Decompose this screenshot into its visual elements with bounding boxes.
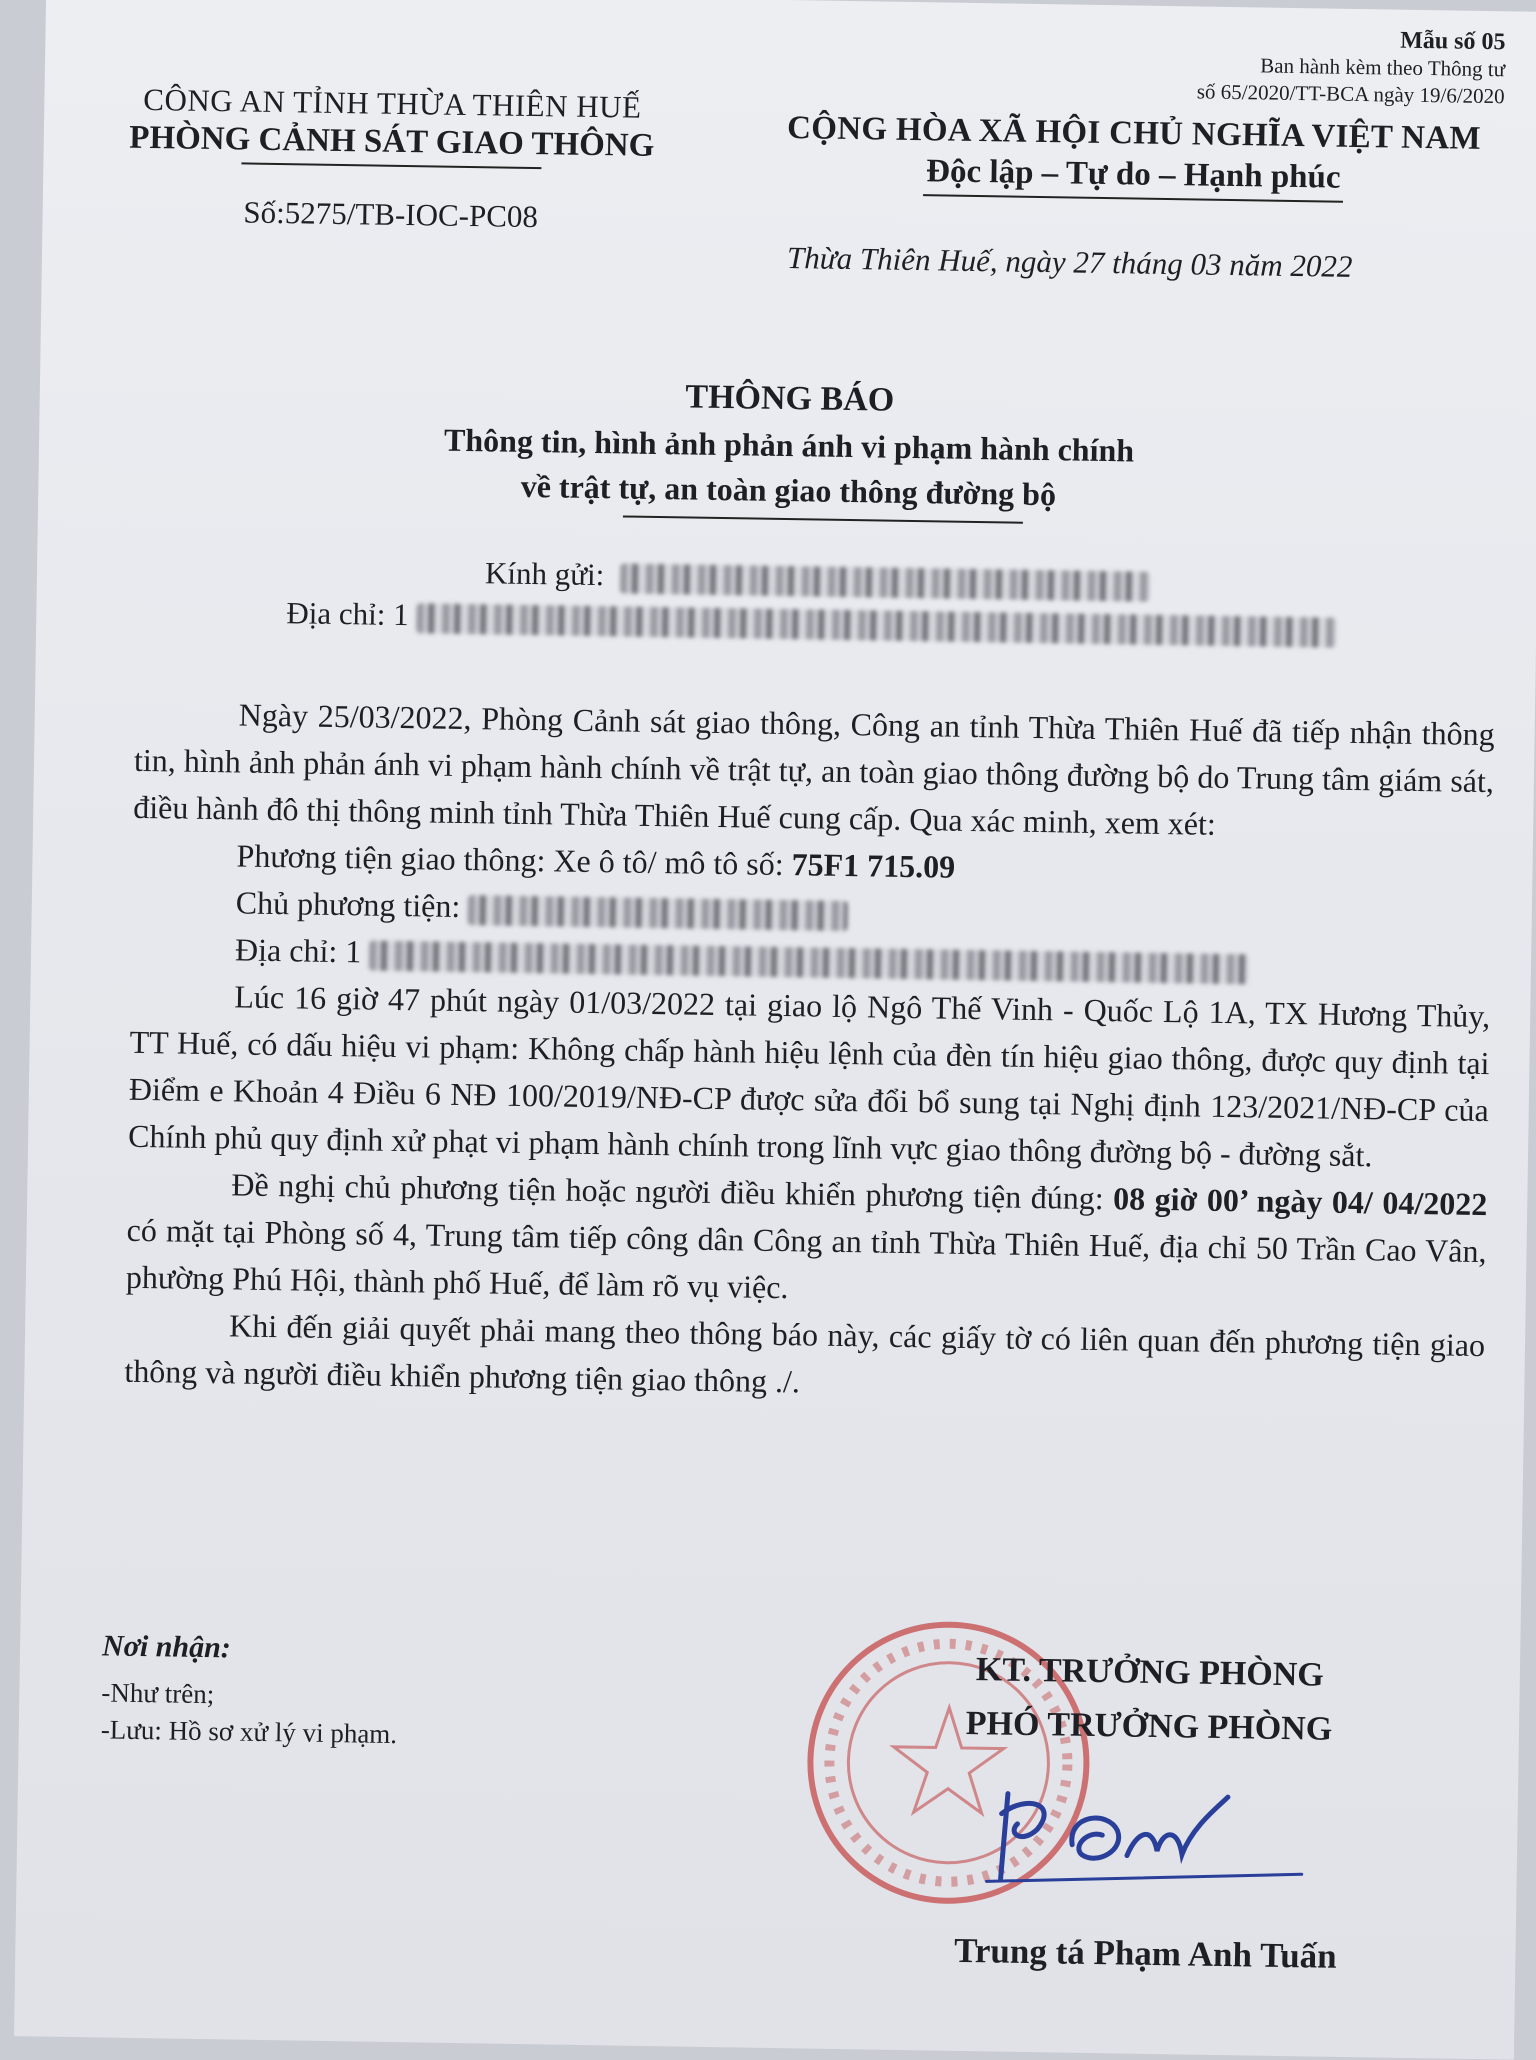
paragraph-violation: Lúc 16 giờ 47 phút ngày 01/03/2022 tại giao lộ Ngô Thế Vinh - Quốc Lộ 1A, TX Hương Thủy, TT Huế, có dấu hiệu vi phạm: Không chấp hành hiệu lệnh của đèn tín hiệu giao thông, được quy định tại Điểm e Khoản 4 Điều 6 NĐ 100/2019/NĐ-CP được sửa đổi bổ sung tại Nghị định 123/2021/NĐ-CP của Chính phủ quy định xử phạt vi phạm hành chính trong lĩnh vực giao thông đường bộ - đường sắt. — [127, 978, 1491, 1174]
document-title: THÔNG BÁO — [685, 378, 895, 419]
recipients-item: -Lưu: Hồ sơ xử lý vi phạm. — [100, 1714, 398, 1750]
handwritten-signature — [976, 1773, 1308, 1898]
recipients-item: -Như trên; — [101, 1677, 215, 1710]
document-page — [14, 0, 1536, 2060]
place-and-date: Thừa Thiên Huế, ngày 27 tháng 03 năm 2022 — [786, 240, 1353, 284]
signer-role-secondary: PHÓ TRƯỞNG PHÒNG — [965, 1705, 1333, 1748]
summons-text-end: có mặt tại Phòng số 4, Trung tâm tiếp công dân Công an tỉnh Thừa Thiên Huế, địa chỉ 50 Trần Cao Vân, phường Phú Hội, thành phố Huế, để làm rõ vụ việc. — [125, 1211, 1487, 1306]
owner-address-label: Địa chỉ: — [234, 931, 338, 970]
recipient-greeting — [485, 555, 1151, 601]
redacted-recipient-name — [620, 563, 1150, 601]
paragraph-instructions: Khi đến giải quyết phải mang theo thông báo này, các giấy tờ có liên quan đến phương tiện giao thông và người điều khiển phương tiện giao thông ./. — [124, 1307, 1486, 1400]
agency-name: CÔNG AN TỈNH THỪA THIÊN HUẾ — [143, 81, 642, 125]
national-header — [743, 109, 1524, 205]
summons-text-start: Đề nghị chủ phương tiện hoặc người điều khiển phương tiện đúng: — [231, 1166, 1104, 1217]
signer-role-primary: KT. TRƯỞNG PHÒNG — [975, 1651, 1325, 1694]
document-subtitle-line1: Thông tin, hình ảnh phản ánh vi phạm hành chính — [443, 421, 1135, 469]
document-number: Số:5275/TB-IOC-PC08 — [243, 194, 539, 235]
form-issued-with: Ban hành kèm theo Thông tư — [1260, 53, 1506, 82]
document-subtitle-line2: về trật tự, an toàn giao thông đường bộ — [520, 467, 1057, 513]
department-name: PHÒNG CẢNH SÁT GIAO THÔNG — [129, 119, 655, 164]
notice-body — [124, 690, 1495, 1416]
owner-address-visible-fragment: 1 — [344, 933, 362, 970]
form-circular: số 65/2020/TT-BCA ngày 19/6/2020 — [1196, 79, 1505, 109]
form-reference — [1197, 24, 1506, 110]
vehicle-label: Phương tiện giao thông: Xe ô tô/ mô tô số: — [236, 837, 784, 883]
paragraph-intro: Ngày 25/03/2022, Phòng Cảnh sát giao thông, Công an tỉnh Thừa Thiên Huế đã tiếp nhận thông tin, hình ảnh phản ánh vi phạm hành chính về trật tự, an toàn giao thông đường bộ do Trung tâm giám sát, điều hành đô thị thông minh tỉnh Thừa Thiên Huế cung cấp. Qua xác minh, xem xét: — [133, 696, 1495, 842]
vehicle-plate: 75F1 715.09 — [791, 846, 956, 885]
nation-name: CỘNG HÒA XÃ HỘI CHỦ NGHĨA VIỆT NAM — [786, 110, 1482, 157]
address-label: Địa chỉ: — [286, 595, 386, 632]
national-motto: Độc lập – Tự do – Hạnh phúc — [925, 153, 1341, 196]
redacted-owner-name — [468, 895, 848, 931]
signer-name: Trung tá Phạm Anh Tuấn — [953, 1930, 1338, 1976]
recipients-title: Nơi nhận: — [101, 1629, 232, 1665]
title-underline — [623, 515, 1023, 523]
recipient-address — [286, 595, 1337, 647]
form-number: Mẫu số 05 — [1399, 27, 1506, 56]
department-underline — [241, 162, 541, 169]
greeting-label: Kính gửi: — [484, 555, 605, 593]
owner-label: Chủ phương tiện: — [235, 884, 461, 924]
summons-time: 08 giờ 00’ ngày 04/ 04/2022 — [1112, 1180, 1488, 1223]
issuing-agency-header — [90, 81, 692, 237]
paragraph-summons — [126, 1160, 1488, 1322]
address-visible-fragment: 1 — [392, 596, 409, 633]
redacted-recipient-address — [416, 603, 1336, 647]
